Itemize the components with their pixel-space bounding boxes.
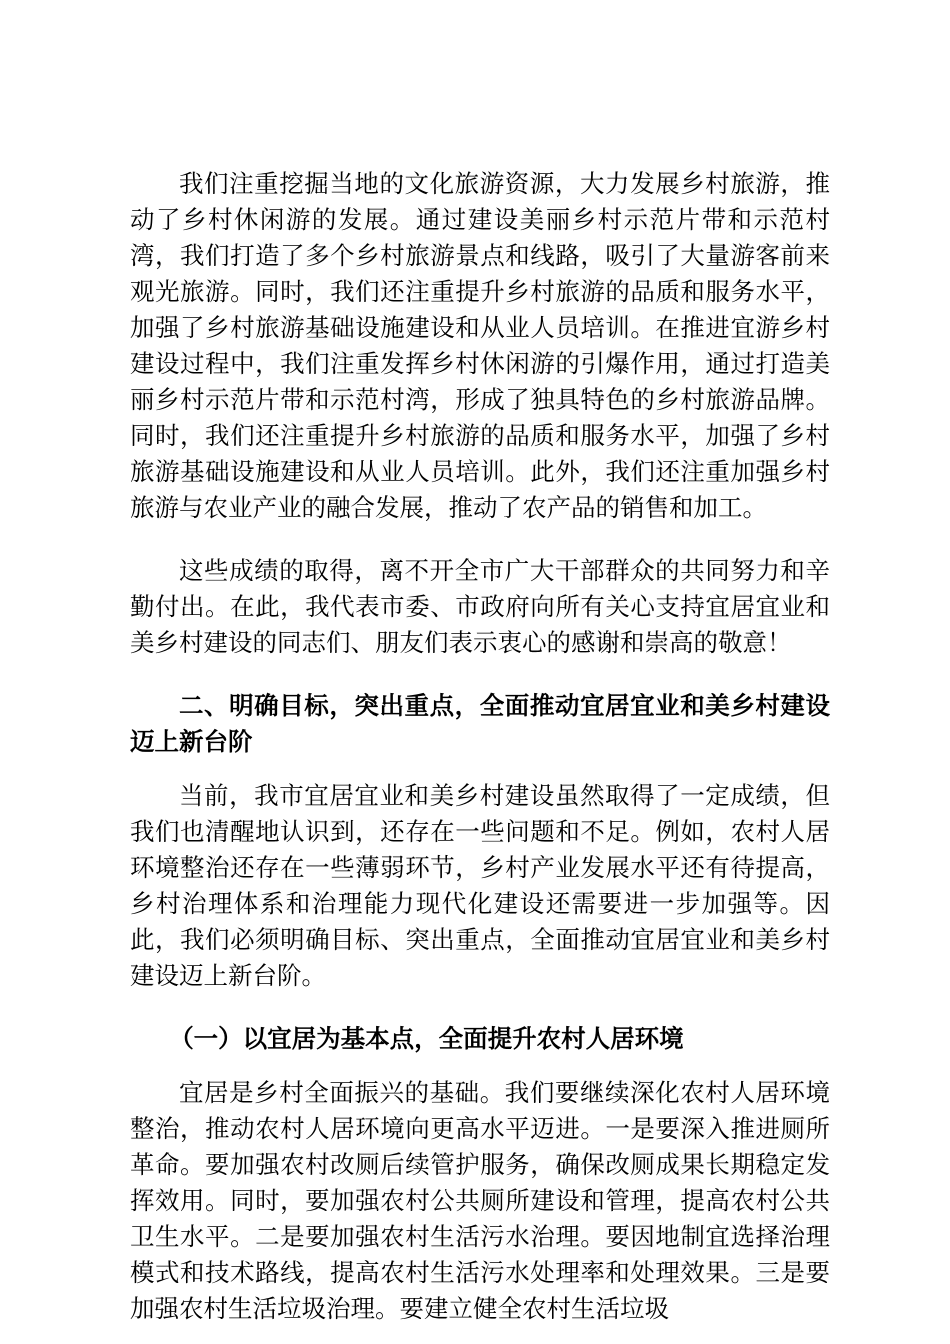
paragraph-spacer [130, 994, 830, 1021]
paragraph-spacer [130, 661, 830, 688]
subsection-heading-1: （一）以宜居为基本点，全面提升农村人居环境 [169, 1024, 684, 1053]
paragraph-current-status: 当前，我市宜居宜业和美乡村建设虽然取得了一定成绩，但我们也清醒地认识到，还存在一些问题和不足。例如，农村人居环境整治还存在一些薄弱环节，乡村产业发展水平还有待提高，乡村治理体系和治理能力现代化建设还需要进一步加强等。因此，我们必须明确目标、突出重点，全面推动宜居宜业和美乡村建设迈上新台阶。 [130, 781, 830, 990]
paragraph-spacer [130, 1057, 830, 1075]
paragraph-rural-tourism: 我们注重挖掘当地的文化旅游资源，大力发展乡村旅游，推动了乡村休闲游的发展。通过建设美丽乡村示范片带和示范村湾，我们打造了多个乡村旅游景点和线路，吸引了大量游客前来观光旅游。同时，我们还注重提升乡村旅游的品质和服务水平，加强了乡村旅游基础设施建设和从业人员培训。在推进宜游乡村建设过程中，我们注重发挥乡村休闲游的引爆作用，通过打造美丽乡村示范片带和示范村湾，形成了独具特色的乡村旅游品牌。同时，我们还注重提升乡村旅游的品质和服务水平，加强了乡村旅游基础设施建设和从业人员培训。此外，我们还注重加强乡村旅游与农业产业的融合发展，推动了农产品的销售和加工。 [130, 169, 830, 522]
paragraph-spacer [130, 526, 830, 553]
section-heading-2: 二、明确目标，突出重点，全面推动宜居宜业和美乡村建设迈上新台阶 [130, 691, 830, 756]
paragraph-thanks: 这些成绩的取得，离不开全市广大干部群众的共同努力和辛勤付出。在此，我代表市委、市政府向所有关心支持宜居宜业和美乡村建设的同志们、朋友们表示衷心的感谢和崇高的敬意！ [130, 556, 830, 657]
paragraph-spacer [130, 760, 830, 778]
document-body [130, 166, 830, 1327]
paragraph-livable: 宜居是乡村全面振兴的基础。我们要继续深化农村人居环境整治，推动农村人居环境向更高水平迈进。一是要深入推进厕所革命。要加强农村改厕后续管护服务，确保改厕成果长期稳定发挥效用。同时，要加强农村公共厕所建设和管理，提高农村公共卫生水平。二是要加强农村生活污水治理。要因地制宜选择治理模式和技术路线，提高农村生活污水处理率和处理效果。三是要加强农村生活垃圾治理。要建立健全农村生活垃圾 [130, 1078, 830, 1323]
